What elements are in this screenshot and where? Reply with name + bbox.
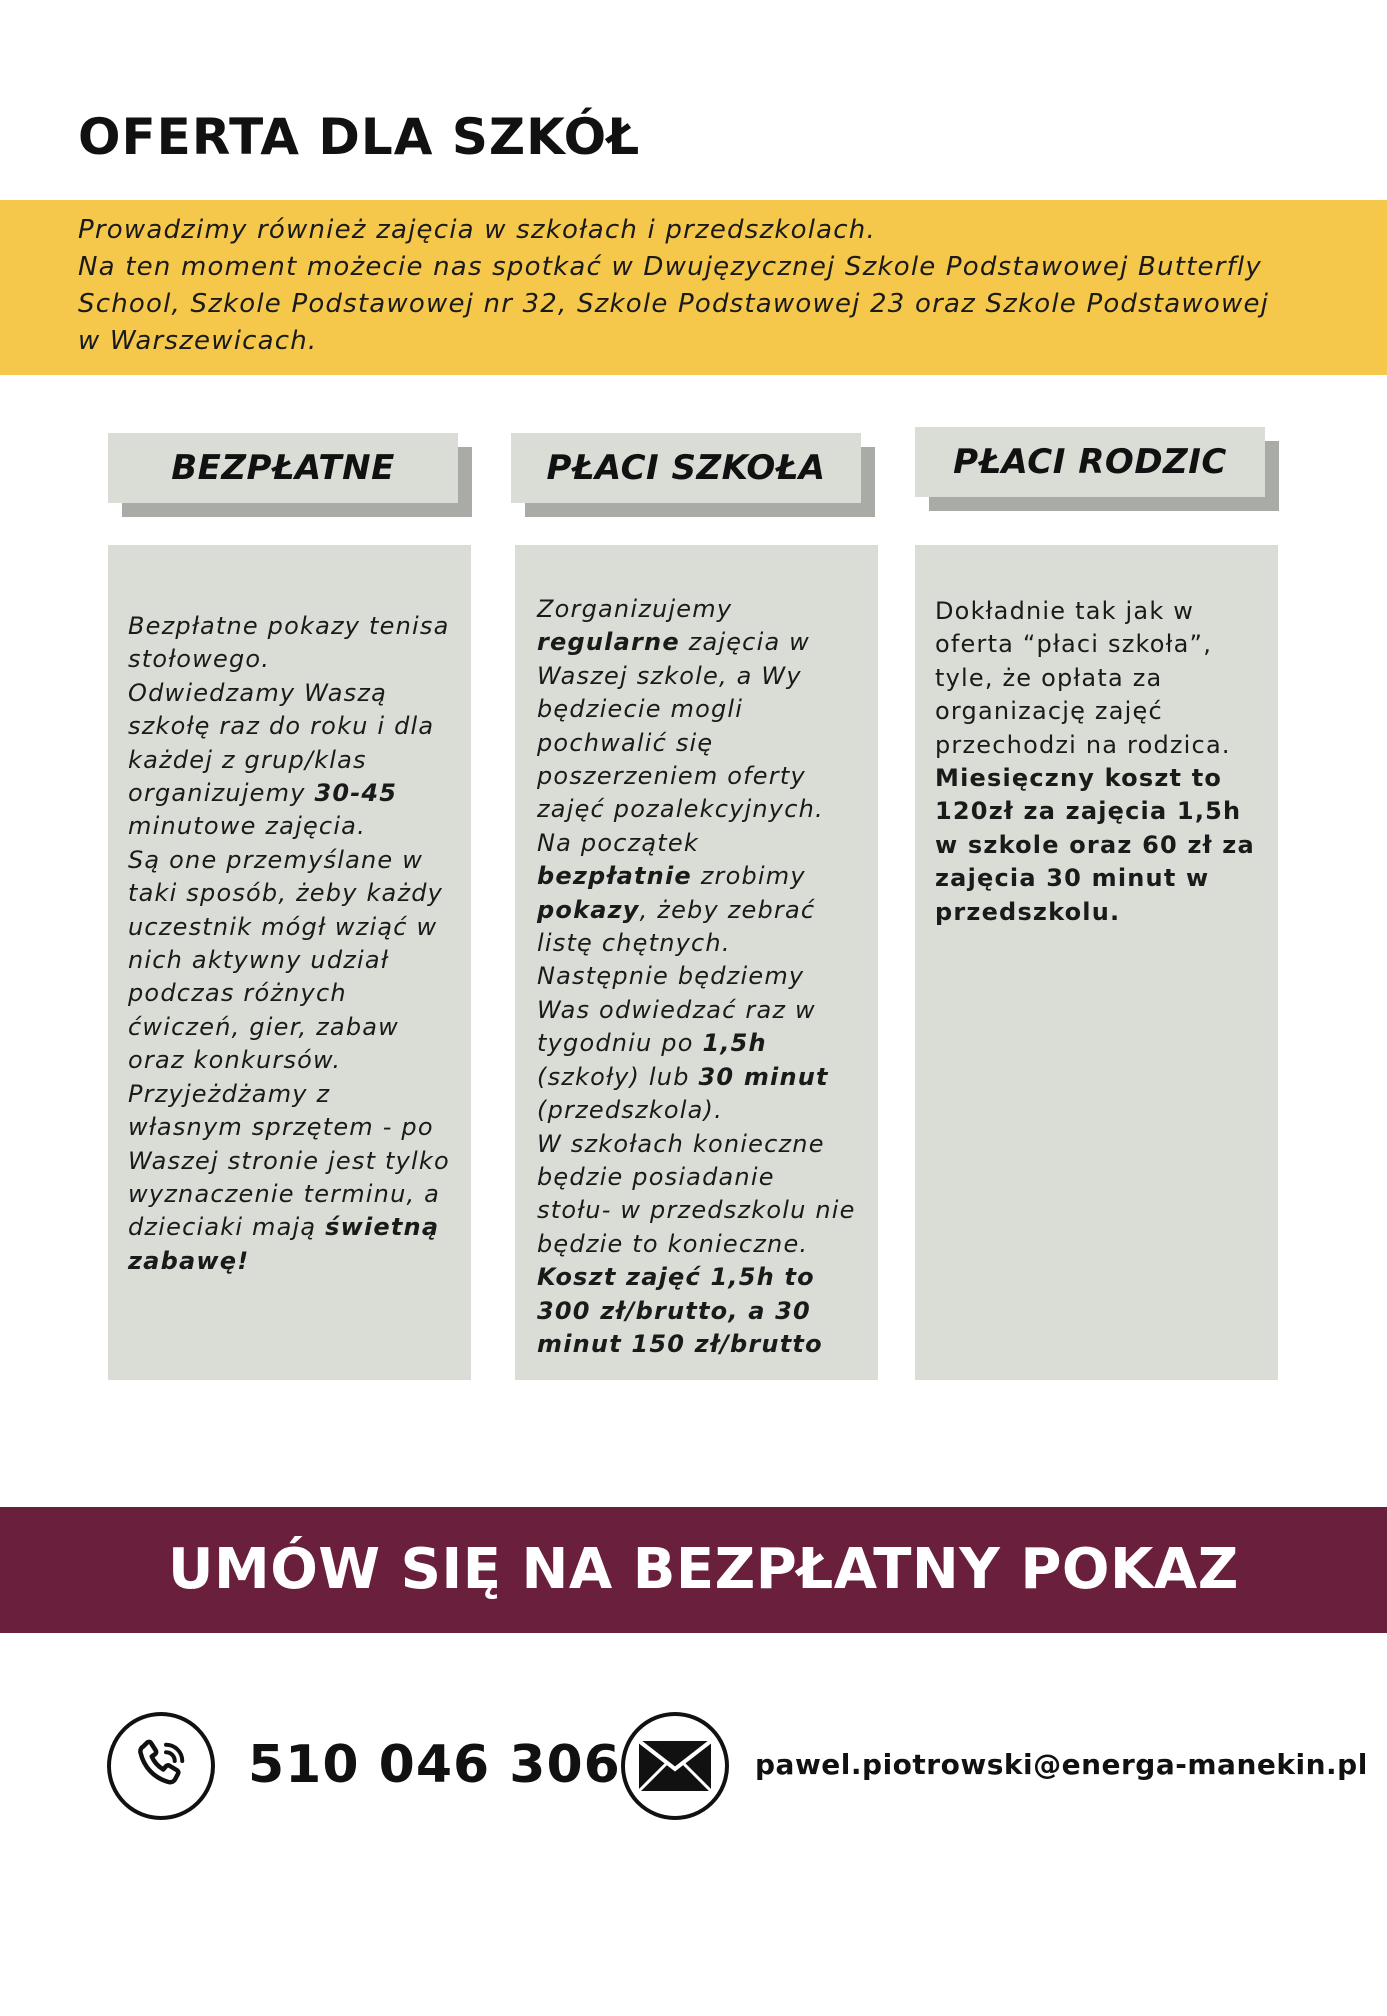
text-span: Odwiedzamy Waszą szkołę raz do roku i dla każdej z grup/klas organizujemy — [128, 678, 435, 808]
panel-free — [108, 545, 471, 1380]
tab-heading-parent-pays: PŁACI RODZIC — [915, 427, 1265, 497]
bold-span: 30-45 — [314, 779, 398, 808]
panel-school-pays-text — [537, 593, 858, 1361]
intro-text — [78, 212, 1338, 360]
text-span: (przedszkola). — [537, 1096, 723, 1125]
paragraph — [128, 1078, 451, 1278]
text-span: Następnie będziemy Was odwiedzać raz w tygodniu po — [537, 962, 816, 1058]
tab-parent-pays — [915, 427, 1265, 497]
phone-number[interactable]: 510 046 306 — [248, 1735, 621, 1795]
paragraph — [537, 960, 858, 1127]
text-span: zajęcia w Waszej szkole, a Wy będziecie mogli pochwalić się poszerzeniem oferty zajęć pozalekcyjnych. — [537, 628, 824, 824]
panel-school-pays — [515, 545, 878, 1380]
text-span: zrobimy — [691, 862, 806, 891]
envelope-icon — [621, 1712, 729, 1820]
intro-line: School, Szkole Podstawowej nr 32, Szkole Podstawowej 23 oraz Szkole Podstawowej — [78, 289, 1270, 319]
intro-line: Na ten moment możecie nas spotkać w Dwujęzycznej Szkole Podstawowej Butterfly — [78, 252, 1262, 282]
phone-icon — [107, 1712, 215, 1820]
bold-span: regularne — [537, 628, 680, 657]
page-title: OFERTA DLA SZKÓŁ — [78, 108, 641, 166]
text-span: , żeby zebrać listę chętnych. — [537, 895, 816, 958]
paragraph: Dokładnie tak jak w oferta “płaci szkoła”, tyle, że opłata za organizację zajęć przechodzi na rodzica. — [935, 597, 1231, 759]
paragraph: W szkołach konieczne będzie posiadanie stołu- w przedszkolu nie będzie to konieczne. — [537, 1129, 856, 1258]
panel-free-text — [128, 610, 451, 1278]
paragraph — [537, 827, 858, 961]
paragraph — [537, 1261, 858, 1361]
tab-free — [108, 433, 458, 503]
intro-line: Prowadzimy również zajęcia w szkołach i przedszkolach. — [78, 215, 876, 245]
paragraph — [128, 677, 451, 844]
bold-span: 1,5h — [702, 1029, 767, 1058]
paragraph — [537, 593, 858, 827]
cta-text: UMÓW SIĘ NA BEZPŁATNY POKAZ — [168, 1537, 1239, 1602]
tab-heading-free: BEZPŁATNE — [108, 433, 458, 503]
tab-school-pays — [511, 433, 861, 503]
bold-span: pokazy — [537, 895, 640, 924]
panel-parent-pays — [915, 545, 1278, 1380]
bold-span: Koszt zajęć 1,5h to 300 zł/brutto, a 30 minut 150 zł/brutto — [537, 1263, 823, 1358]
bold-span: bezpłatnie — [537, 862, 692, 891]
paragraph — [935, 762, 1258, 929]
text-span: minutowe zajęcia. — [128, 812, 366, 841]
text-span: Zorganizujemy — [537, 595, 733, 623]
paragraph: Są one przemyślane w taki sposób, żeby każdy uczestnik mógł wziąć w nich aktywny udział podczas różnych ćwiczeń, gier, zabaw oraz konkursów. — [128, 845, 444, 1075]
tab-heading-school-pays: PŁACI SZKOŁA — [511, 433, 861, 503]
cta-banner — [0, 1507, 1387, 1633]
bold-span: świetną zabawę! — [128, 1213, 440, 1275]
panel-parent-pays-text — [935, 595, 1258, 929]
text-span: Przyjeżdżamy z własnym sprzętem - po Waszej stronie jest tylko wyznaczenie terminu, a dzieciaki mają — [128, 1079, 450, 1242]
phone-glyph — [131, 1736, 191, 1796]
intro-banner — [0, 200, 1387, 375]
intro-line: w Warszewicach. — [78, 326, 318, 356]
email-address[interactable]: pawel.piotrowski@energa-manekin.pl — [755, 1748, 1368, 1781]
text-span: (szkoły) lub — [537, 1062, 699, 1091]
envelope-glyph — [637, 1739, 713, 1793]
paragraph: Bezpłatne pokazy tenisa stołowego. — [128, 612, 450, 674]
text-span: Na początek — [537, 828, 699, 857]
bold-span: Miesięczny koszt to 120zł za zajęcia 1,5h w szkole oraz 60 zł za zajęcia 30 minut w przedszkolu. — [935, 764, 1255, 926]
bold-span: 30 minut — [698, 1062, 829, 1091]
